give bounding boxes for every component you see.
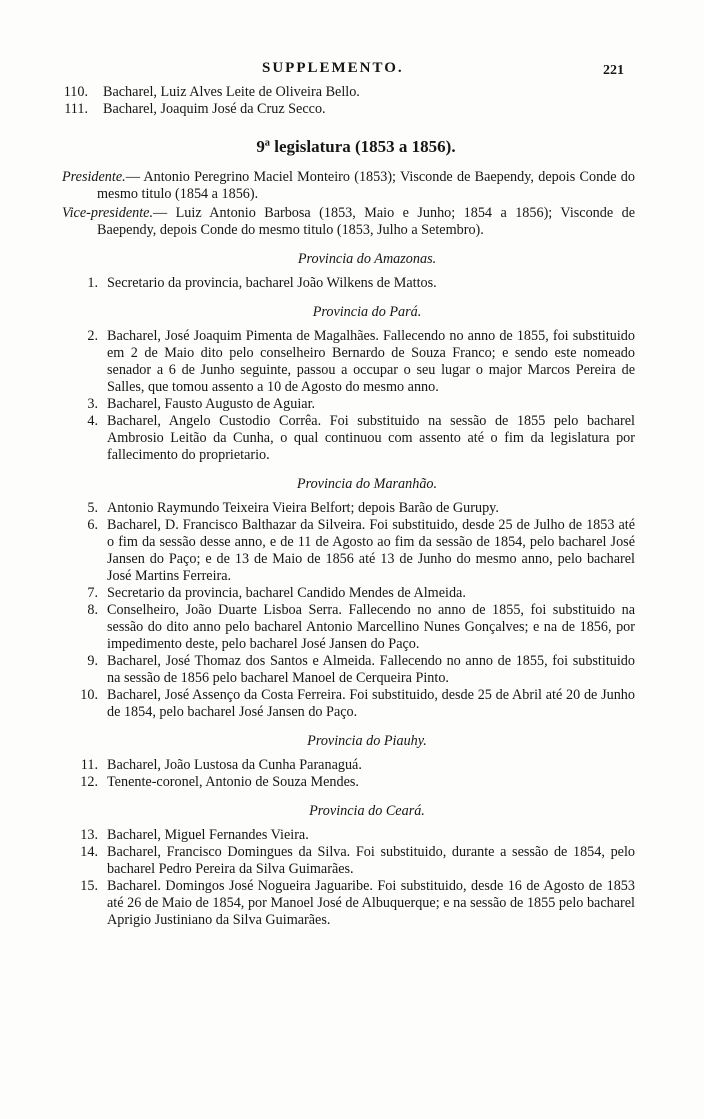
list-item	[0, 101, 704, 118]
entry-text: Bacharel. Domingos José Nogueira Jaguaribe. Foi substituido, desde 16 de Agosto de 1853 até 26 de Maio de 1854, por Manoel José de Albuquerque; e na sessão de 1855 pelo bacharel Aprigio Justiniano da Silva Guimarães.	[107, 878, 635, 928]
list-item	[0, 328, 704, 396]
entry-text: Secretario da provincia, bacharel Candido Mendes de Almeida.	[107, 585, 466, 601]
list-item	[0, 517, 704, 585]
list-item	[0, 687, 704, 721]
entry-text: Bacharel, Angelo Custodio Corrêa. Foi substituido na sessão de 1855 pelo bacharel Ambrosio Leitão da Cunha, o qual continuou com assento até o fim da legislatura por fallecimento do proprietario.	[107, 413, 635, 463]
officer-label: Presidente.	[62, 169, 126, 185]
entry-text: Bacharel, Joaquim José da Cruz Secco.	[103, 101, 326, 117]
entry-number: 11.	[80, 757, 98, 773]
entry-text: Bacharel, José Assenço da Costa Ferreira. Foi substituido, desde 25 de Abril até 20 de Junho de 1854, pelo bacharel José Jansen do Paço.	[107, 687, 635, 720]
entry-text: Antonio Raymundo Teixeira Vieira Belfort; depois Barão de Gurupy.	[107, 500, 499, 516]
officer-presidente	[0, 169, 704, 203]
list-item	[0, 844, 704, 878]
list-item	[0, 585, 704, 602]
province-heading-ceara: Provincia do Ceará.	[309, 803, 425, 819]
list-item	[0, 396, 704, 413]
entry-number: 10.	[80, 687, 98, 703]
list-item	[0, 275, 704, 292]
entry-text: Bacharel, José Joaquim Pimenta de Magalhães. Fallecendo no anno de 1855, foi substituido em 2 de Maio dito pelo conselheiro Bernardo de Souza Franco; e sendo este nomeado senador a 6 de Junho seguinte, passou a occupar o seu lugar o major Marcos Pereira de Salles, que tomou assento a 10 de Agosto do mesmo anno.	[107, 328, 635, 395]
list-item	[0, 774, 704, 791]
province-heading-para: Provincia do Pará.	[312, 304, 422, 320]
list-item	[0, 500, 704, 517]
officer-text: — Luiz Antonio Barbosa (1853, Maio e Junho; 1854 a 1856); Visconde de Baependy, depois Conde do mesmo titulo (1853, Julho a Setembro).	[97, 205, 635, 238]
entry-number: 8.	[87, 602, 98, 618]
entry-number: 14.	[80, 844, 98, 860]
entry-number: 110.	[63, 84, 88, 100]
page-header	[0, 60, 704, 82]
entry-text: Bacharel, Luiz Alves Leite de Oliveira Bello.	[103, 84, 360, 100]
province-heading-amazonas: Provincia do Amazonas.	[297, 251, 437, 267]
page-content	[0, 84, 704, 929]
entry-text: Bacharel, D. Francisco Balthazar da Silveira. Foi substituido, desde 25 de Julho de 1853 até o fim da sessão desse anno, e de 11 de Agosto ao fim da sessão de 1854, pelo bacharel José Jansen do Paço; e de 13 de Maio de 1856 até 13 de Junho do mesmo anno, pelo bacharel José Martins Ferreira.	[107, 517, 635, 584]
entry-number: 2.	[87, 328, 98, 344]
entry-text: Bacharel, Miguel Fernandes Vieira.	[107, 827, 309, 843]
list-item	[0, 827, 704, 844]
running-title: SUPPLEMENTO.	[262, 60, 404, 76]
section-heading: 9ª legislatura (1853 a 1856).	[256, 137, 456, 156]
entry-number: 12.	[80, 774, 98, 790]
entry-number: 6.	[87, 517, 98, 533]
entry-number: 1.	[87, 275, 98, 291]
entry-text: Tenente-coronel, Antonio de Souza Mendes.	[107, 774, 359, 790]
list-item	[0, 878, 704, 929]
entry-text: Conselheiro, João Duarte Lisboa Serra. Fallecendo no anno de 1855, foi substituido na sessão do dito anno pelo bacharel Antonio Marcellino Nunes Gonçalves; e na de 1856, por impedimento deste, pelo bacharel José Jansen do Paço.	[107, 602, 635, 652]
entry-text: Bacharel, Fausto Augusto de Aguiar.	[107, 396, 316, 412]
entry-number: 3.	[87, 396, 98, 412]
entry-text: Bacharel, João Lustosa da Cunha Paranaguá.	[107, 757, 362, 773]
entry-number: 7.	[87, 585, 98, 601]
entry-number: 15.	[80, 878, 98, 894]
officer-label: Vice-presidente.	[62, 205, 153, 221]
entry-text: Bacharel, José Thomaz dos Santos e Almeida. Fallecendo no anno de 1855, foi substituido na sessão de 1856 pelo bacharel Manoel de Cerqueira Pinto.	[107, 653, 635, 686]
entry-number: 111.	[64, 101, 88, 117]
list-item	[0, 757, 704, 774]
entry-number: 9.	[87, 653, 98, 669]
officer-vice-presidente	[0, 205, 704, 239]
entry-number: 4.	[87, 413, 98, 429]
province-heading-maranhao: Provincia do Maranhão.	[296, 476, 438, 492]
list-item	[0, 602, 704, 653]
list-item	[0, 413, 704, 464]
list-item	[0, 653, 704, 687]
page-number: 221	[603, 63, 624, 78]
entry-number: 5.	[87, 500, 98, 516]
officer-text: — Antonio Peregrino Maciel Monteiro (1853); Visconde de Baependy, depois Conde do mesmo titulo (1854 a 1856).	[97, 169, 635, 202]
entry-number: 13.	[80, 827, 98, 843]
province-heading-piauhy: Provincia do Piauhy.	[307, 733, 427, 749]
entry-text: Bacharel, Francisco Domingues da Silva. Foi substituido, durante a sessão de 1854, pelo bacharel Pedro Pereira da Silva Guimarães.	[107, 844, 635, 877]
entry-text: Secretario da provincia, bacharel João Wilkens de Mattos.	[107, 275, 437, 291]
list-item	[0, 84, 704, 101]
